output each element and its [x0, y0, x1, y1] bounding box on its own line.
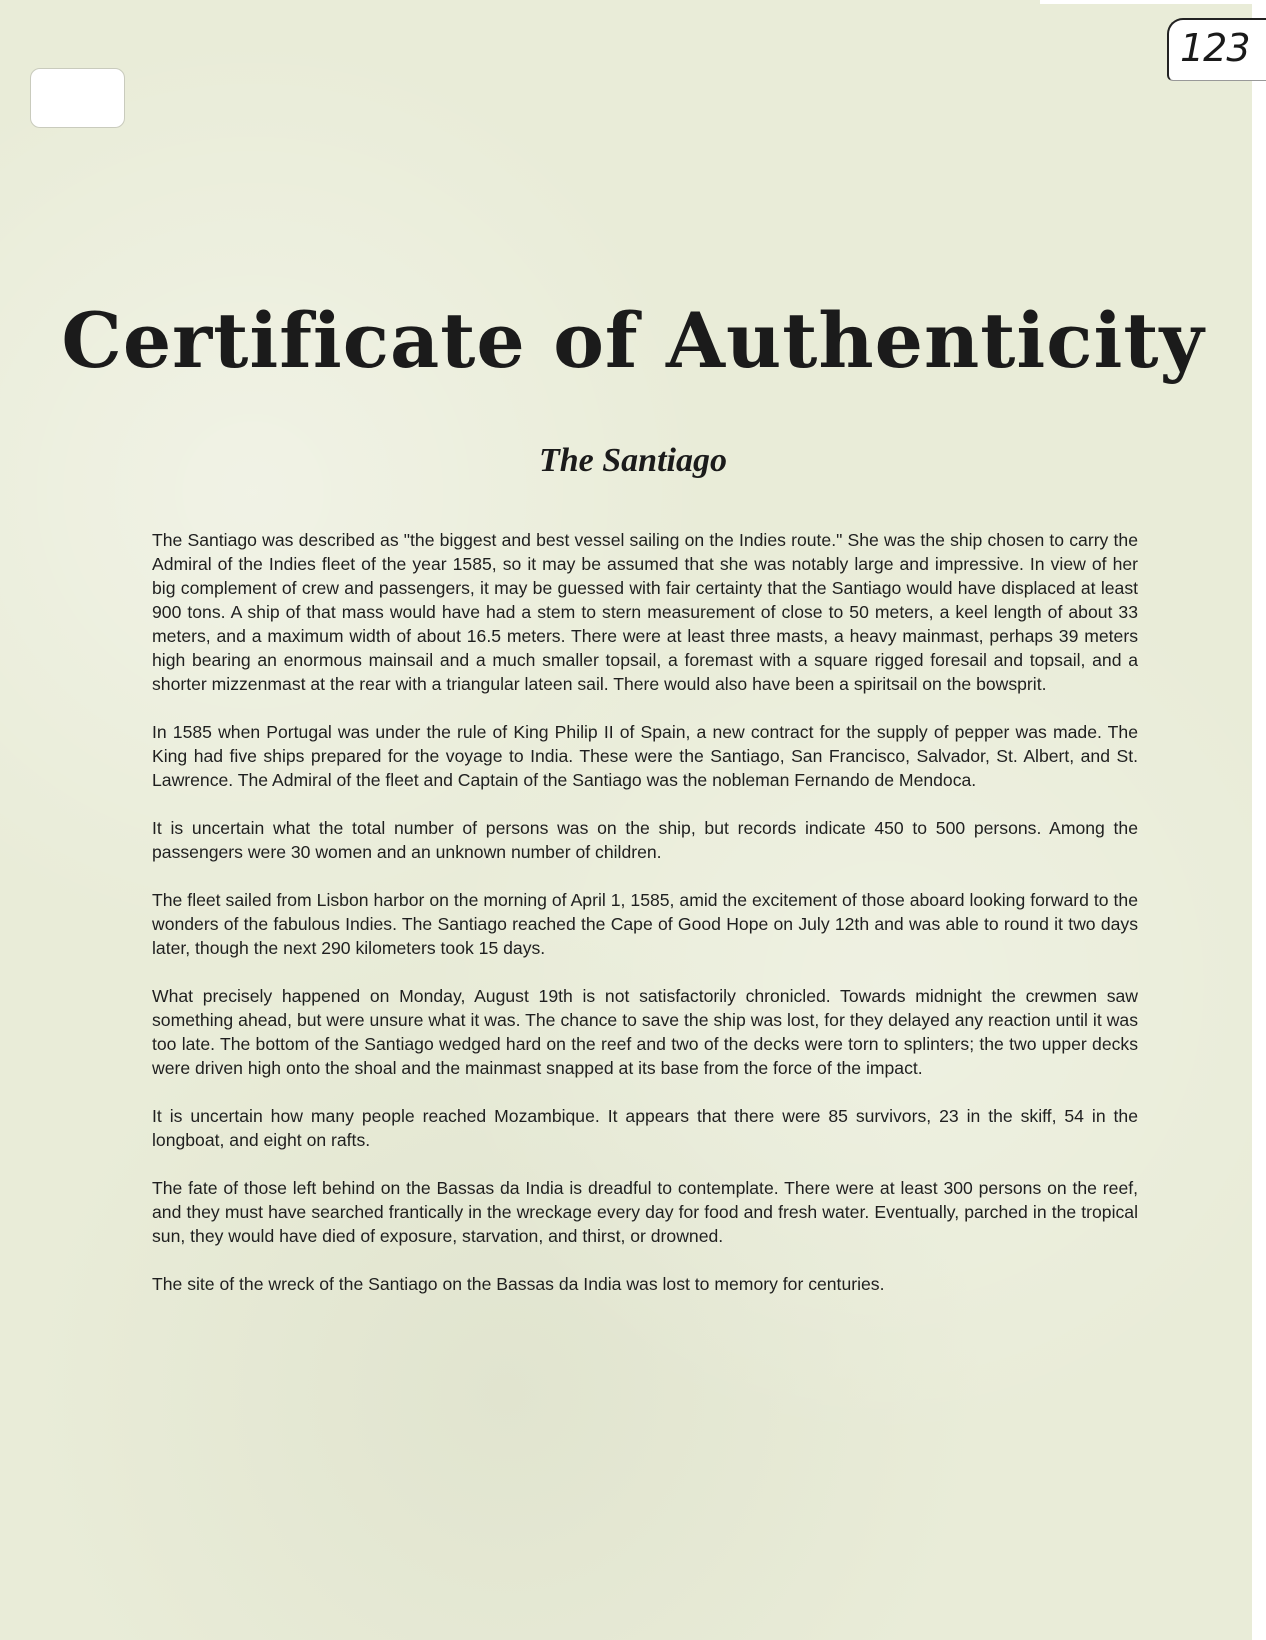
- certificate-title: Certificate of Authenticity: [61, 296, 1205, 385]
- handwritten-page-number: 123: [1180, 26, 1250, 70]
- page-edge-top: [1040, 0, 1266, 4]
- paragraph-survivors: It is uncertain how many people reached Mozambique. It appears that there were 85 survivors, 23 in the skiff, 54 in the longboat, and eight on rafts.: [152, 1106, 1138, 1150]
- paragraph-site-lost: The site of the wreck of the Santiago on the Bassas da India was lost to memory for centuries.: [152, 1274, 885, 1294]
- paragraph-fate: The fate of those left behind on the Bassas da India is dreadful to contemplate. There were at least 300 persons on the reef, and they must have searched frantically in the wreckage every day for food and fresh water. Eventually, parched in the tropical sun, they would have died of exposure, starvation, and thirst, or drowned.: [152, 1178, 1138, 1246]
- ship-name-subtitle: The Santiago: [539, 442, 727, 479]
- certificate-body: [152, 528, 1138, 1320]
- paragraph-ship-description: The Santiago was described as "the biggest and best vessel sailing on the Indies route." She was the ship chosen to carry the Admiral of the Indies fleet of the year 1585, so it may be assumed that she was notably large and impressive. In view of her big complement of crew and passengers, it may be guessed with fair certainty that the Santiago would have displaced at least 900 tons. A ship of that mass would have had a stem to stern measurement of close to 50 meters, a keel length of about 33 meters, and a maximum width of about 16.5 meters. There were at least three masts, a heavy mainmast, perhaps 39 meters high bearing an enormous mainsail and a much smaller topsail, a foremast with a square rigged foresail and topsail, and a shorter mizzenmast at the rear with a triangular lateen sail. There would also have been a spiritsail on the bowsprit.: [152, 530, 1138, 694]
- paragraph-passengers: It is uncertain what the total number of persons was on the ship, but records indicate 450 to 500 persons. Among the passengers were 30 women and an unknown number of children.: [152, 818, 1138, 862]
- blank-sticker-label: [30, 68, 125, 128]
- page-edge-right: [1252, 0, 1266, 1640]
- paragraph-fleet-contract: In 1585 when Portugal was under the rule of King Philip II of Spain, a new contract for the supply of pepper was made. The King had five ships prepared for the voyage to India. These were the Santiago, San Francisco, Salvador, St. Albert, and St. Lawrence. The Admiral of the fleet and Captain of the Santiago was the nobleman Fernando de Mendoca.: [152, 722, 1138, 790]
- paragraph-voyage: The fleet sailed from Lisbon harbor on the morning of April 1, 1585, amid the excitement of those aboard looking forward to the wonders of the fabulous Indies. The Santiago reached the Cape of Good Hope on July 12th and was able to round it two days later, though the next 290 kilometers took 15 days.: [152, 890, 1138, 958]
- paragraph-wreck: What precisely happened on Monday, August 19th is not satisfactorily chronicled. Towards midnight the crewmen saw something ahead, but were unsure what it was. The chance to save the ship was lost, for they delayed any reaction until it was too late. The bottom of the Santiago wedged hard on the reef and two of the decks were torn to splinters; the two upper decks were driven high onto the shoal and the mainmast snapped at its base from the force of the impact.: [152, 986, 1138, 1078]
